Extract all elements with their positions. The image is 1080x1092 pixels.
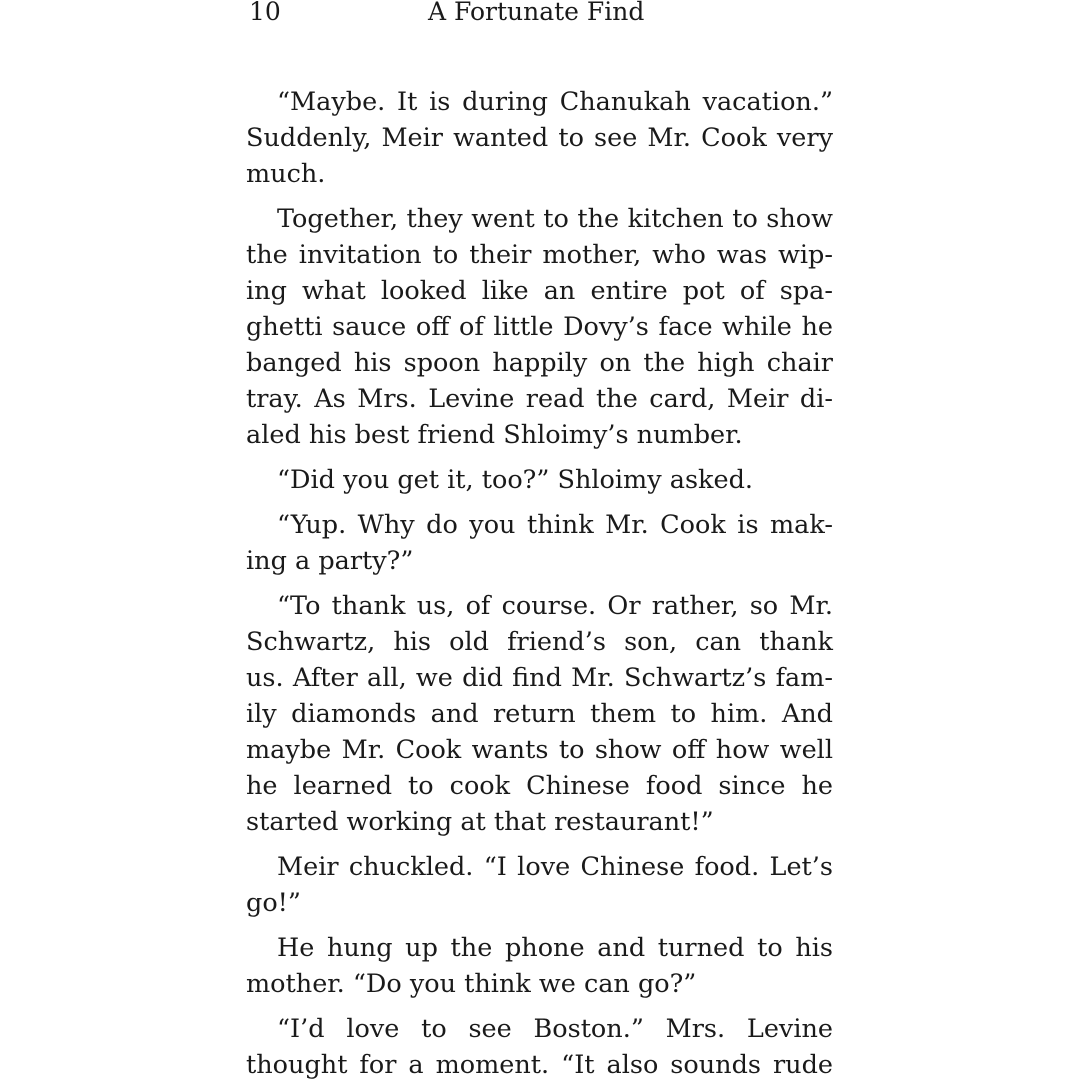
- text-line: us. After all, we did find Mr. Schwartz’s fam-: [246, 663, 833, 693]
- text-line: thought for a moment. “It also sounds rude: [246, 1050, 833, 1080]
- text-line: Suddenly, Meir wanted to see Mr. Cook very: [246, 123, 833, 153]
- text-line: tray. As Mrs. Levine read the card, Meir di-: [246, 384, 833, 414]
- paragraph: [246, 849, 833, 921]
- page-number: 10: [249, 0, 281, 26]
- paragraph: [246, 84, 833, 192]
- text-line: “Did you get it, too?” Shloimy asked.: [277, 465, 754, 495]
- text-line: maybe Mr. Cook wants to show off how well: [246, 735, 833, 765]
- paragraph: [246, 588, 833, 840]
- text-line: He hung up the phone and turned to his: [277, 933, 833, 963]
- text-line: “To thank us, of course. Or rather, so Mr.: [277, 591, 833, 621]
- text-line: go!”: [246, 888, 301, 918]
- text-line: Together, they went to the kitchen to show: [277, 204, 833, 234]
- text-line: ing a party?”: [246, 546, 414, 576]
- text-line: he learned to cook Chinese food since he: [246, 771, 833, 801]
- text-line: “Yup. Why do you think Mr. Cook is mak-: [277, 510, 833, 540]
- paragraph: [246, 201, 833, 453]
- running-title: A Fortunate Find: [428, 0, 645, 26]
- text-line: Schwartz, his old friend’s son, can thank: [246, 627, 833, 657]
- text-line: Meir chuckled. “I love Chinese food. Let’s: [277, 852, 833, 882]
- text-line: ghetti sauce off of little Dovy’s face while he: [246, 312, 833, 342]
- text-line: mother. “Do you think we can go?”: [246, 969, 697, 999]
- text-line: “I’d love to see Boston.” Mrs. Levine: [277, 1014, 833, 1044]
- paragraph: [246, 1011, 833, 1083]
- paragraph: [246, 930, 833, 1002]
- text-line: started working at that restaurant!”: [246, 807, 714, 837]
- text-line: banged his spoon happily on the high chair: [246, 348, 833, 378]
- text-line: ing what looked like an entire pot of spa-: [246, 276, 833, 306]
- paragraph: [246, 507, 833, 579]
- text-line: “Maybe. It is during Chanukah vacation.”: [277, 87, 833, 117]
- text-line: much.: [246, 159, 326, 189]
- text-line: aled his best friend Shloimy’s number.: [246, 420, 743, 450]
- text-line: ily diamonds and return them to him. And: [246, 699, 833, 729]
- text-line: the invitation to their mother, who was wip-: [246, 240, 833, 270]
- paragraph: [246, 462, 833, 498]
- body-text: [246, 84, 833, 1092]
